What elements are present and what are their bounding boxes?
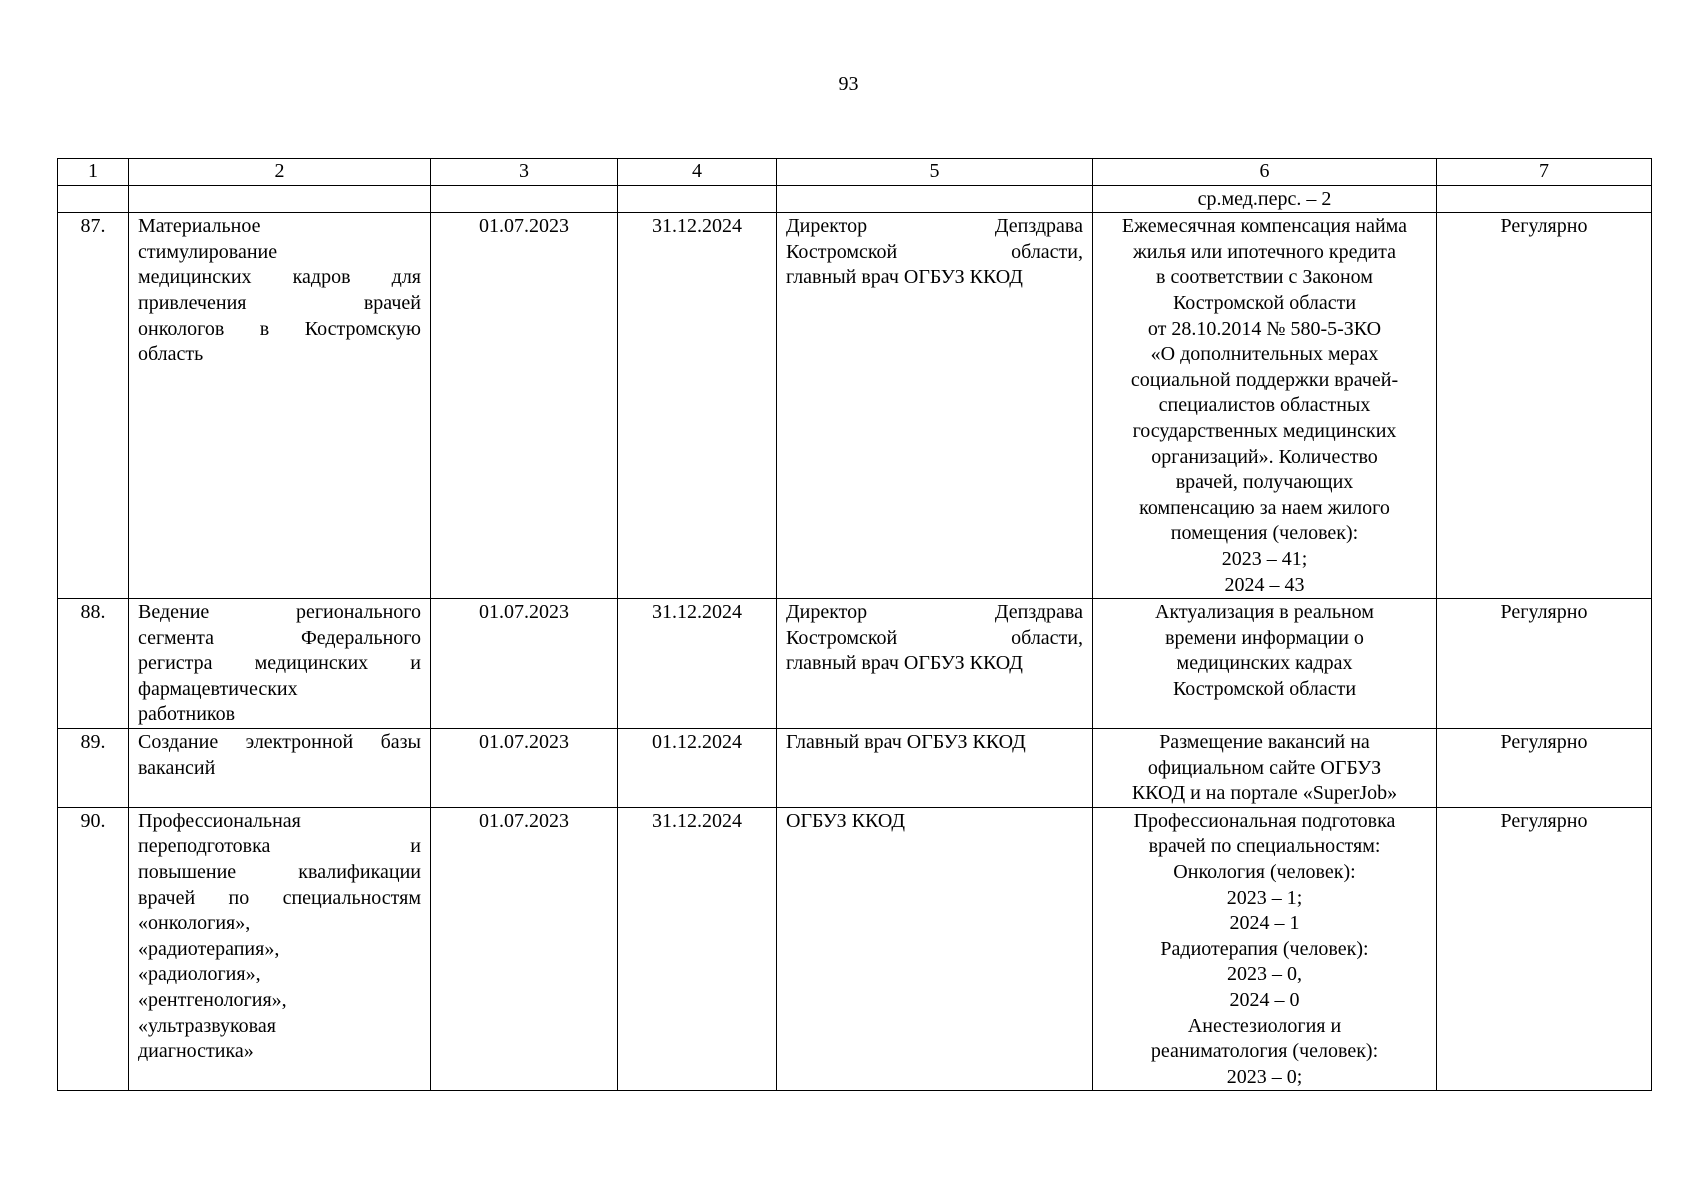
cell-text-line: компенсацию за наем жилого bbox=[1139, 496, 1390, 519]
column-number: 3 bbox=[431, 159, 618, 186]
cell-text-line: Ежемесячная компенсация найма bbox=[1121, 215, 1408, 238]
cell-text-line: помещения (человек): bbox=[1170, 522, 1359, 545]
cell-text-line: стимулирование bbox=[138, 240, 278, 263]
end-date: 31.12.2024 bbox=[618, 599, 777, 729]
cell-text-line: Материальное bbox=[138, 215, 261, 238]
cell-text-line: официальном сайте ОГБУЗ bbox=[1147, 756, 1382, 779]
cell-text-line: регистра медицинских и bbox=[138, 652, 421, 675]
cell-text-line: государственных медицинских bbox=[1132, 419, 1397, 442]
column-number: 2 bbox=[129, 159, 431, 186]
row-number: 88. bbox=[58, 599, 129, 729]
continuation-row bbox=[58, 185, 1652, 213]
column-number: 4 bbox=[618, 159, 777, 186]
measure-name bbox=[129, 729, 431, 808]
expected-result bbox=[1093, 729, 1437, 808]
cell-text-line: 2023 – 0, bbox=[1227, 963, 1302, 986]
column-number: 1 bbox=[58, 159, 129, 186]
cell-text-line: Ведение регионального bbox=[138, 601, 421, 624]
responsible bbox=[777, 213, 1093, 599]
cell-text-line: 2024 – 43 bbox=[1224, 573, 1305, 596]
periodicity: Регулярно bbox=[1437, 729, 1652, 808]
cell-text-line: 2024 – 0 bbox=[1229, 989, 1300, 1011]
cell-text-line: Профессиональная подготовка bbox=[1133, 809, 1396, 832]
responsible bbox=[777, 599, 1093, 729]
column-number-row bbox=[58, 159, 1652, 186]
cell-text-line: Костромской области, bbox=[786, 626, 1083, 649]
cell-text-line: фармацевтических bbox=[138, 677, 298, 700]
cell-text-line: «онкология», bbox=[138, 912, 251, 935]
cell-text-line: медицинских кадрах bbox=[1176, 652, 1353, 675]
cell-text-line: Онкология (человек): bbox=[1173, 861, 1356, 884]
row-number: 90. bbox=[58, 807, 129, 1091]
start-date: 01.07.2023 bbox=[431, 729, 618, 808]
cell-text-line: реаниматология (человек): bbox=[1150, 1040, 1379, 1063]
periodicity: Регулярно bbox=[1437, 807, 1652, 1091]
cell-text-line: Директор Депздрава bbox=[786, 215, 1083, 238]
periodicity: Регулярно bbox=[1437, 599, 1652, 729]
cell-end-date bbox=[618, 185, 777, 213]
measure-name bbox=[129, 807, 431, 1091]
cell-text-line: врачей, получающих bbox=[1175, 471, 1354, 494]
cell-text-line: Костромской области bbox=[1172, 677, 1357, 700]
cell-text-line: «О дополнительных мерах bbox=[1150, 343, 1379, 366]
cell-text-line: от 28.10.2014 № 580-5-ЗКО bbox=[1147, 317, 1382, 340]
periodicity: Регулярно bbox=[1437, 213, 1652, 599]
cell-text-line: Костромской области, bbox=[786, 240, 1083, 263]
cell-text-line: «радиотерапия», bbox=[138, 937, 280, 960]
column-number: 5 bbox=[777, 159, 1093, 186]
cell-text-line: специалистов областных bbox=[1158, 394, 1371, 417]
cell-text-line: повышение квалификации bbox=[138, 861, 421, 884]
cell-num bbox=[58, 185, 129, 213]
column-number: 7 bbox=[1437, 159, 1652, 186]
expected-result bbox=[1093, 213, 1437, 599]
cell-text-line: 2024 – 1 bbox=[1229, 912, 1300, 935]
cell-text-line: Создание электронной базы bbox=[138, 731, 421, 754]
cell-text-line: главный врач ОГБУЗ ККОД bbox=[786, 652, 1023, 675]
measure-name bbox=[129, 213, 431, 599]
end-date: 01.12.2024 bbox=[618, 729, 777, 808]
row-number: 89. bbox=[58, 729, 129, 808]
responsible bbox=[777, 729, 1093, 808]
cell-text-line: социальной поддержки врачей- bbox=[1130, 368, 1399, 391]
cell-text-line: Костромской области bbox=[1172, 291, 1357, 314]
cell-text-line: вакансий bbox=[138, 756, 216, 779]
cell-text-line: привлечения врачей bbox=[138, 291, 421, 314]
end-date: 31.12.2024 bbox=[618, 213, 777, 599]
cell-text-line: диагностика» bbox=[138, 1040, 254, 1063]
cell-text-line: Профессиональная bbox=[138, 809, 301, 832]
cell-text-line: Размещение вакансий на bbox=[1159, 731, 1370, 754]
start-date: 01.07.2023 bbox=[431, 807, 618, 1091]
cell-text-line: Директор Депздрава bbox=[786, 601, 1083, 624]
end-date: 31.12.2024 bbox=[618, 807, 777, 1091]
page-number: 93 bbox=[838, 73, 859, 95]
cell-text-line: 2023 – 0; bbox=[1226, 1065, 1303, 1088]
start-date: 01.07.2023 bbox=[431, 213, 618, 599]
start-date: 01.07.2023 bbox=[431, 599, 618, 729]
cell-text-line: онкологов в Костромскую bbox=[138, 317, 421, 340]
cell-text-line: врачей по специальностям: bbox=[1148, 835, 1381, 858]
table-row bbox=[58, 213, 1652, 599]
cell-text-line: медицинских кадров для bbox=[138, 266, 421, 289]
cell-text-line: организаций». Количество bbox=[1151, 445, 1378, 468]
column-number: 6 bbox=[1093, 159, 1437, 186]
cell-text-line: Главный врач ОГБУЗ ККОД bbox=[786, 731, 1026, 754]
cell-text-line: переподготовка и bbox=[138, 835, 421, 858]
cell-text-line: «радиология», bbox=[138, 963, 261, 986]
cell-text-line: времени информации о bbox=[1165, 626, 1364, 649]
measure-name bbox=[129, 599, 431, 729]
cell-text-line: Актуализация в реальном bbox=[1155, 601, 1374, 624]
cell-text-line: главный врач ОГБУЗ ККОД bbox=[786, 266, 1023, 289]
table-row bbox=[58, 729, 1652, 808]
cell-text-line: 2023 – 1; bbox=[1226, 886, 1303, 909]
cell-text-line: «рентгенология», bbox=[138, 989, 287, 1011]
cell-text-line: «ультразвуковая bbox=[138, 1014, 276, 1037]
table-row bbox=[58, 807, 1652, 1091]
cell-text-line: Анестезиология и bbox=[1187, 1014, 1342, 1037]
row-number: 87. bbox=[58, 213, 129, 599]
cell-text-line: 2023 – 41; bbox=[1221, 547, 1308, 570]
cell-start-date bbox=[431, 185, 618, 213]
table-row bbox=[58, 599, 1652, 729]
cell-text-line: работников bbox=[138, 703, 236, 726]
measures-table bbox=[57, 158, 1652, 1091]
cell-text-line: Радиотерапия (человек): bbox=[1160, 937, 1369, 960]
expected-result bbox=[1093, 807, 1437, 1091]
cell-text-line: жилья или ипотечного кредита bbox=[1132, 240, 1396, 263]
cell-result: ср.мед.перс. – 2 bbox=[1093, 185, 1437, 213]
cell-responsible bbox=[777, 185, 1093, 213]
cell-text-line: сегмента Федерального bbox=[138, 626, 421, 649]
cell-text-line: ОГБУЗ ККОД bbox=[786, 809, 905, 832]
cell-text-line: в соответствии с Законом bbox=[1156, 266, 1373, 289]
cell-text-line: область bbox=[138, 343, 204, 366]
cell-periodicity bbox=[1437, 185, 1652, 213]
expected-result bbox=[1093, 599, 1437, 729]
cell-text-line: ККОД и на портале «SuperJob» bbox=[1131, 782, 1398, 805]
responsible bbox=[777, 807, 1093, 1091]
cell-measure bbox=[129, 185, 431, 213]
cell-text-line: врачей по специальностям bbox=[138, 886, 421, 909]
